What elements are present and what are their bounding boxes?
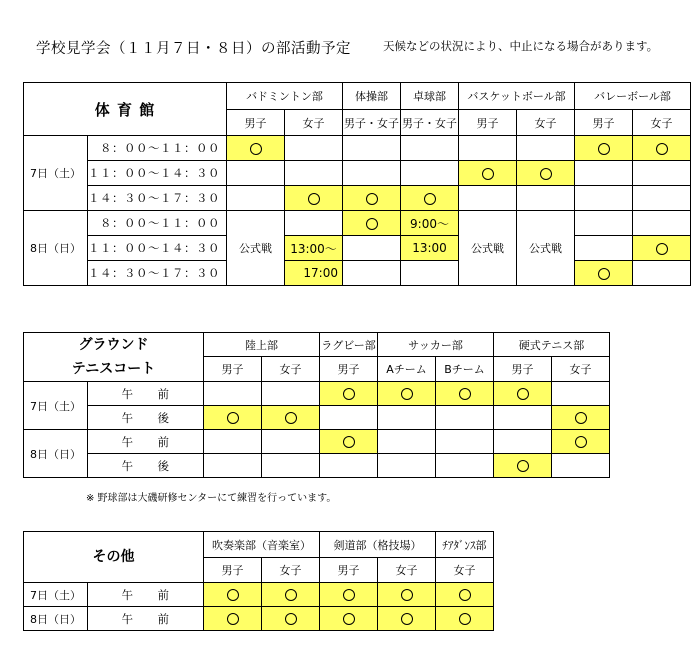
cell-mark <box>552 406 610 430</box>
ground-schedule-table <box>23 332 610 478</box>
time-end-cell: 13:00 <box>401 236 459 261</box>
time-slot: 午 前 <box>88 382 204 406</box>
cell-mark <box>378 382 436 406</box>
club-tennis: 硬式テニス部 <box>494 333 610 357</box>
sub-header: Bチーム <box>436 357 494 382</box>
circle-mark-icon <box>459 589 471 601</box>
cell-empty <box>436 430 494 454</box>
cell-mark <box>633 236 691 261</box>
sub-header: 女子 <box>262 558 320 583</box>
cell-mark <box>320 607 378 631</box>
cell-mark <box>436 583 494 607</box>
circle-mark-icon <box>424 193 436 205</box>
official-match-cell: 公式戦 <box>459 211 517 286</box>
cell-empty <box>633 211 691 236</box>
cell-empty <box>552 382 610 406</box>
sub-header: 男子 <box>320 558 378 583</box>
circle-mark-icon <box>598 143 610 155</box>
other-header: その他 <box>24 532 204 583</box>
circle-mark-icon <box>517 460 529 472</box>
time-slot: 午 後 <box>88 454 204 478</box>
day-label: 8日（日） <box>24 211 88 286</box>
sub-header: 女子 <box>262 357 320 382</box>
ground-header-line2: テニスコート <box>71 361 156 377</box>
day-label: 7日（土） <box>24 382 88 430</box>
cell-empty <box>227 186 285 211</box>
club-cheerdance: ﾁｱﾀﾞﾝｽ部 <box>436 532 494 558</box>
cell-mark <box>262 406 320 430</box>
cell-empty <box>436 454 494 478</box>
sub-header: Aチーム <box>378 357 436 382</box>
cell-empty <box>262 430 320 454</box>
other-schedule-table <box>23 531 494 631</box>
club-badminton: バドミントン部 <box>227 83 343 110</box>
time-slot: 午 前 <box>88 430 204 454</box>
cell-empty <box>320 406 378 430</box>
cell-mark <box>517 161 575 186</box>
circle-mark-icon <box>482 168 494 180</box>
circle-mark-icon <box>343 436 355 448</box>
circle-mark-icon <box>308 193 320 205</box>
ground-header-line1: グラウンド <box>78 337 149 353</box>
club-soccer: サッカー部 <box>378 333 494 357</box>
circle-mark-icon <box>250 143 262 155</box>
circle-mark-icon <box>285 412 297 424</box>
cell-mark <box>378 607 436 631</box>
cell-empty <box>227 161 285 186</box>
circle-mark-icon <box>575 436 587 448</box>
cell-mark <box>227 136 285 161</box>
time-start-cell: 13:00～ <box>285 236 343 261</box>
time-start-cell: 9:00～ <box>401 211 459 236</box>
cell-mark <box>320 583 378 607</box>
cell-mark <box>575 261 633 286</box>
day-label: 7日（土） <box>24 136 88 211</box>
cell-mark <box>378 583 436 607</box>
sub-header: 女子 <box>436 558 494 583</box>
cell-empty <box>262 382 320 406</box>
cell-mark <box>262 607 320 631</box>
time-slot: １１：００～１４：３０ <box>88 161 227 186</box>
cell-empty <box>401 261 459 286</box>
time-slot: 午 前 <box>88 607 204 631</box>
time-slot: １１：００～１４：３０ <box>88 236 227 261</box>
cell-mark <box>459 161 517 186</box>
cell-empty <box>552 454 610 478</box>
circle-mark-icon <box>285 613 297 625</box>
circle-mark-icon <box>343 388 355 400</box>
cell-mark <box>285 186 343 211</box>
cell-empty <box>343 136 401 161</box>
circle-mark-icon <box>227 589 239 601</box>
sub-header: 女子 <box>285 110 343 136</box>
circle-mark-icon <box>517 388 529 400</box>
cell-mark <box>436 382 494 406</box>
day-label: 7日（土） <box>24 583 88 607</box>
cell-mark <box>204 607 262 631</box>
club-gymnastics: 体操部 <box>343 83 401 110</box>
circle-mark-icon <box>227 412 239 424</box>
sub-header: 男子・女子 <box>401 110 459 136</box>
cell-empty <box>575 186 633 211</box>
cell-empty <box>401 136 459 161</box>
circle-mark-icon <box>285 589 297 601</box>
cell-empty <box>285 211 343 236</box>
circle-mark-icon <box>401 589 413 601</box>
circle-mark-icon <box>459 388 471 400</box>
cell-mark <box>343 211 401 236</box>
cell-empty <box>378 406 436 430</box>
time-slot: ８：００～１１：００ <box>88 211 227 236</box>
day-label: 8日（日） <box>24 607 88 631</box>
cell-empty <box>459 186 517 211</box>
sub-header: 男子 <box>320 357 378 382</box>
gym-header: 体 育 館 <box>24 83 227 136</box>
circle-mark-icon <box>459 613 471 625</box>
cell-mark <box>575 136 633 161</box>
club-kendo: 剣道部（格技場） <box>320 532 436 558</box>
cell-mark <box>401 186 459 211</box>
time-end-cell: 17:00 <box>285 261 343 286</box>
time-slot: 午 前 <box>88 583 204 607</box>
cell-mark <box>343 186 401 211</box>
time-slot: １４：３０～１７：３０ <box>88 261 227 286</box>
ground-header <box>24 333 204 382</box>
time-slot: 午 後 <box>88 406 204 430</box>
sub-header: 男子・女子 <box>343 110 401 136</box>
cell-mark <box>204 406 262 430</box>
cell-empty <box>204 454 262 478</box>
cell-empty <box>459 136 517 161</box>
cell-empty <box>401 161 459 186</box>
baseball-footnote: ※ 野球部は大磯研修センターにて練習を行っています。 <box>86 493 337 504</box>
gym-schedule-table <box>23 82 691 286</box>
cell-empty <box>517 186 575 211</box>
cell-empty <box>633 186 691 211</box>
cell-mark <box>320 382 378 406</box>
sub-header: 男子 <box>575 110 633 136</box>
cell-empty <box>575 161 633 186</box>
cell-empty <box>343 236 401 261</box>
cell-empty <box>285 136 343 161</box>
sub-header: 女子 <box>633 110 691 136</box>
cell-empty <box>517 136 575 161</box>
circle-mark-icon <box>227 613 239 625</box>
cell-empty <box>494 430 552 454</box>
circle-mark-icon <box>598 268 610 280</box>
circle-mark-icon <box>366 193 378 205</box>
cell-empty <box>343 261 401 286</box>
circle-mark-icon <box>575 412 587 424</box>
cell-empty <box>378 430 436 454</box>
circle-mark-icon <box>343 613 355 625</box>
circle-mark-icon <box>343 589 355 601</box>
club-table-tennis: 卓球部 <box>401 83 459 110</box>
circle-mark-icon <box>656 143 668 155</box>
cell-empty <box>378 454 436 478</box>
cell-mark <box>320 430 378 454</box>
cell-empty <box>204 430 262 454</box>
weather-note: 天候などの状況により、中止になる場合があります。 <box>383 39 659 53</box>
cell-empty <box>204 382 262 406</box>
cell-empty <box>436 406 494 430</box>
sub-header: 女子 <box>552 357 610 382</box>
circle-mark-icon <box>401 613 413 625</box>
page-title: 学校見学会（１１月７日・８日）の部活動予定 <box>36 41 351 57</box>
cell-empty <box>633 261 691 286</box>
club-volleyball: バレーボール部 <box>575 83 691 110</box>
cell-empty <box>633 161 691 186</box>
cell-empty <box>343 161 401 186</box>
sub-header: 男子 <box>227 110 285 136</box>
cell-empty <box>575 236 633 261</box>
club-basketball: バスケットボール部 <box>459 83 575 110</box>
sub-header: 男子 <box>494 357 552 382</box>
cell-empty <box>494 406 552 430</box>
circle-mark-icon <box>401 388 413 400</box>
club-rugby: ラグビー部 <box>320 333 378 357</box>
cell-mark <box>262 583 320 607</box>
official-match-cell: 公式戦 <box>517 211 575 286</box>
day-label: 8日（日） <box>24 430 88 478</box>
official-match-cell: 公式戦 <box>227 211 285 286</box>
club-track: 陸上部 <box>204 333 320 357</box>
sub-header: 男子 <box>204 357 262 382</box>
club-brass-band: 吹奏楽部（音楽室） <box>204 532 320 558</box>
sub-header: 女子 <box>517 110 575 136</box>
cell-mark <box>494 454 552 478</box>
circle-mark-icon <box>540 168 552 180</box>
cell-mark <box>552 430 610 454</box>
cell-mark <box>494 382 552 406</box>
circle-mark-icon <box>366 218 378 230</box>
cell-empty <box>285 161 343 186</box>
sub-header: 男子 <box>204 558 262 583</box>
cell-empty <box>575 211 633 236</box>
sub-header: 男子 <box>459 110 517 136</box>
cell-empty <box>262 454 320 478</box>
time-slot: １４：３０～１７：３０ <box>88 186 227 211</box>
cell-empty <box>320 454 378 478</box>
cell-mark <box>633 136 691 161</box>
sub-header: 女子 <box>378 558 436 583</box>
cell-mark <box>436 607 494 631</box>
circle-mark-icon <box>656 243 668 255</box>
time-slot: ８：００～１１：００ <box>88 136 227 161</box>
cell-mark <box>204 583 262 607</box>
